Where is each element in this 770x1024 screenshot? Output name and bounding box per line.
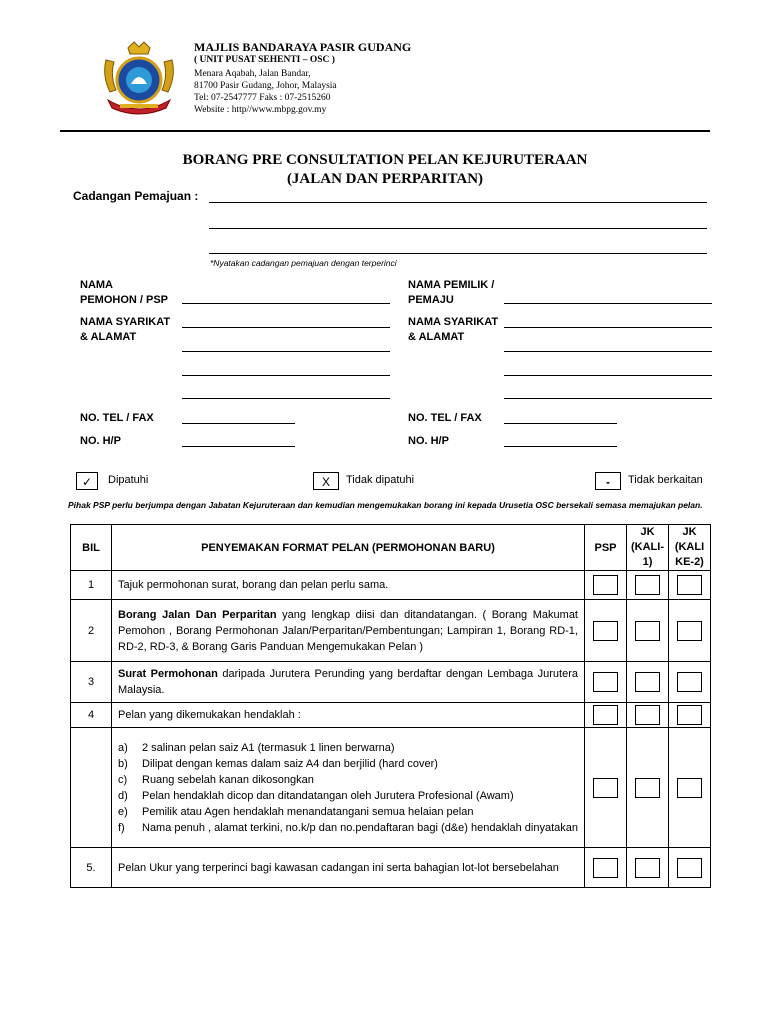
tel-right-field[interactable] [504, 423, 617, 424]
form-title-2: (JALAN DAN PERPARITAN) [286, 171, 484, 187]
sub-item: d) Pelan hendaklah dicop dan ditandatangan oleh Jurutera Profesional (Awam) [118, 789, 514, 802]
jk1-checkbox[interactable] [635, 672, 660, 692]
sub-item: f) Nama penuh , alamat terkini, no.k/p dan no.pendaftaran bagi (d&e) hendaklah dinyatakan [118, 821, 579, 834]
col-jk2: JK (KALI KE-2) [669, 525, 711, 571]
syarikat-left-line-2[interactable] [182, 351, 390, 352]
nama-pemohon-label: NAMA PEMOHON / PSP [80, 279, 169, 306]
col-bil: BIL [71, 525, 112, 571]
jk2-checkbox[interactable] [677, 575, 702, 595]
syarikat-left-line-4[interactable] [182, 398, 390, 399]
header-divider [60, 130, 710, 132]
cadangan-line-1[interactable] [209, 202, 707, 203]
row-text: Borang Jalan Dan Perparitan yang lengkap diisi dan ditandatangan. ( Borang Makumat Pemohon , Borang Permohonan Jalan/Perparitan/Pembentungan; Lampiran 1, Borang RD-1, RD-2, RD-3, & Borang Garis Panduan Mengemukakan Pelan ) [112, 600, 585, 662]
row-text: Surat Permohonan daripada Jurutera Perunding yang berdaftar dengan Lembaga Jurutera Malaysia. [112, 662, 585, 703]
tel-left-field[interactable] [182, 423, 295, 424]
jk1-checkbox[interactable] [635, 858, 660, 878]
org-address-2: 81700 Pasir Gudang, Johor, Malaysia [194, 81, 337, 91]
sub-item: c) Ruang sebelah kanan dikosongkan [118, 773, 314, 786]
row-text: Tajuk permohonan surat, borang dan pelan perlu sama. [112, 571, 585, 600]
tel-right-label: NO. TEL / FAX [408, 412, 482, 424]
table-row [71, 848, 711, 888]
cadangan-line-2[interactable] [209, 228, 707, 229]
row-number: 3 [71, 662, 112, 703]
row-number: 4 [71, 703, 112, 728]
org-address-1: Menara Aqabah, Jalan Bandar, [194, 69, 311, 79]
jk2-checkbox[interactable] [677, 705, 702, 725]
jk1-checkbox[interactable] [635, 575, 660, 595]
row-number [71, 728, 112, 848]
table-row [71, 571, 711, 600]
org-website: Website : http//www.mbpg.gov.my [194, 105, 327, 115]
syarikat-right-line-2[interactable] [504, 351, 712, 352]
checklist-table [70, 524, 711, 888]
form-title-1: BORANG PRE CONSULTATION PELAN KEJURUTERAAN [182, 152, 588, 168]
hp-left-label: NO. H/P [80, 435, 121, 447]
hp-left-field[interactable] [182, 446, 295, 447]
syarikat-right-label: NAMA SYARIKAT & ALAMAT [408, 316, 499, 343]
legend-tidak-berkaitan: Tidak berkaitan [628, 474, 703, 486]
psp-note: Pihak PSP perlu berjumpa dengan Jabatan Kejuruteraan dan kemudian mengemukakan borang ini kepada Urusetia OSC bersekali semasa memajukan pelan. [68, 500, 703, 510]
row-number: 1 [71, 571, 112, 600]
org-name: MAJLIS BANDARAYA PASIR GUDANG [194, 40, 412, 54]
psp-checkbox[interactable] [593, 621, 618, 641]
legend-x-box: X [313, 472, 339, 490]
hp-right-field[interactable] [504, 446, 617, 447]
cadangan-note: *Nyatakan cadangan pemajuan dengan terperinci [210, 258, 397, 268]
table-row [71, 662, 711, 703]
col-item: PENYEMAKAN FORMAT PELAN (PERMOHONAN BARU) [112, 525, 585, 571]
psp-checkbox[interactable] [593, 778, 618, 798]
syarikat-left-label: NAMA SYARIKAT & ALAMAT [80, 316, 171, 343]
jk2-checkbox[interactable] [677, 858, 702, 878]
syarikat-left-line-3[interactable] [182, 375, 390, 376]
jk1-checkbox[interactable] [635, 778, 660, 798]
psp-checkbox[interactable] [593, 858, 618, 878]
col-psp: PSP [585, 525, 627, 571]
syarikat-right-line-3[interactable] [504, 375, 712, 376]
syarikat-left-line-1[interactable] [182, 327, 390, 328]
hp-right-label: NO. H/P [408, 435, 449, 447]
table-row [71, 600, 711, 662]
sub-item: a) 2 salinan pelan saiz A1 (termasuk 1 linen berwarna) [118, 741, 395, 754]
row-number: 5. [71, 848, 112, 888]
psp-checkbox[interactable] [593, 575, 618, 595]
table-row [71, 728, 711, 848]
table-row [71, 703, 711, 728]
legend-tidak-dipatuhi: Tidak dipatuhi [346, 474, 415, 486]
legend-dash-box: - [595, 472, 621, 490]
org-unit: ( UNIT PUSAT SEHENTI – OSC ) [194, 55, 335, 65]
cadangan-line-3[interactable] [209, 253, 707, 254]
row-number: 2 [71, 600, 112, 662]
jk2-checkbox[interactable] [677, 672, 702, 692]
row-sublist [112, 728, 585, 848]
syarikat-right-line-4[interactable] [504, 398, 712, 399]
sub-item: e) Pemilik atau Agen hendaklah menandatangani semua helaian pelan [118, 805, 474, 818]
jk2-checkbox[interactable] [677, 621, 702, 641]
nama-pemilik-label: NAMA PEMILIK / PEMAJU [408, 279, 495, 306]
col-jk1: JK (KALI- 1) [627, 525, 669, 571]
syarikat-right-line-1[interactable] [504, 327, 712, 328]
tel-left-label: NO. TEL / FAX [80, 412, 154, 424]
nama-pemohon-field[interactable] [182, 303, 390, 304]
cadangan-label: Cadangan Pemajuan : [73, 189, 199, 203]
nama-pemilik-field[interactable] [504, 303, 712, 304]
jk2-checkbox[interactable] [677, 778, 702, 798]
legend-dipatuhi: Dipatuhi [108, 474, 149, 486]
mbpg-crest-logo [98, 40, 180, 118]
row-text: Pelan yang dikemukakan hendaklah : [112, 703, 585, 728]
legend-check-box: ✓ [76, 472, 98, 490]
row-text: Pelan Ukur yang terperinci bagi kawasan cadangan ini serta bahagian lot-lot bersebelahan [112, 848, 585, 888]
org-phone: Tel: 07-2547777 Faks : 07-2515260 [194, 93, 331, 103]
jk1-checkbox[interactable] [635, 621, 660, 641]
psp-checkbox[interactable] [593, 705, 618, 725]
psp-checkbox[interactable] [593, 672, 618, 692]
table-header-row [71, 525, 711, 571]
jk1-checkbox[interactable] [635, 705, 660, 725]
sub-item: b) Dilipat dengan kemas dalam saiz A4 dan berjilid (hard cover) [118, 757, 438, 770]
